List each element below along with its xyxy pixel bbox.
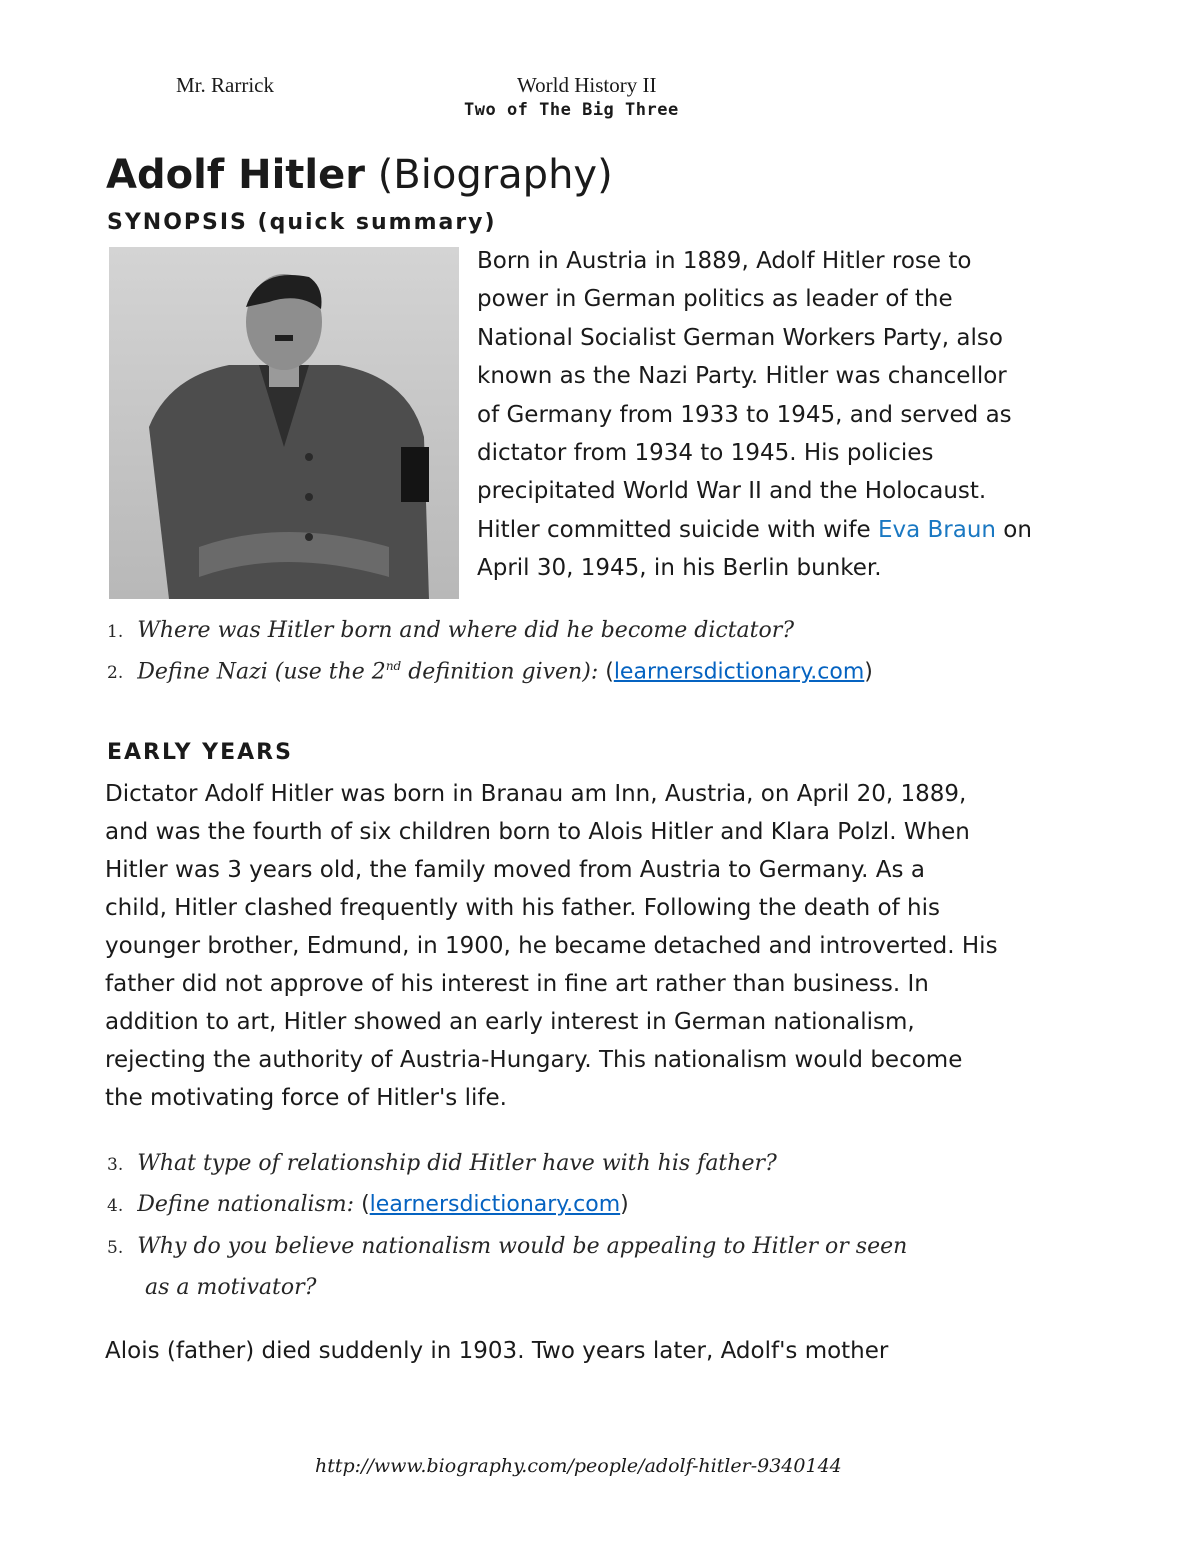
- teacher-name: Mr. Rarrick: [176, 73, 274, 97]
- question-1: 1. Where was Hitler born and where did he become dictator?: [107, 618, 795, 643]
- title-name: Adolf Hitler: [106, 152, 365, 198]
- portrait-photo: [109, 247, 459, 599]
- dictionary-link[interactable]: learnersdictionary.com: [613, 659, 865, 685]
- question-3: 3. What type of relationship did Hitler have with his father?: [107, 1151, 777, 1176]
- title-suffix: (Biography): [377, 152, 613, 198]
- body-line: the motivating force of Hitler's life.: [105, 1085, 507, 1111]
- early-years-heading: EARLY YEARS: [107, 740, 293, 765]
- eva-braun-link[interactable]: Eva Braun: [877, 516, 996, 543]
- source-url[interactable]: http://www.biography.com/people/adolf-hitler-9340144: [315, 1455, 842, 1477]
- body-line: addition to art, Hitler showed an early interest in German nationalism,: [105, 1009, 915, 1035]
- body-line: Dictator Adolf Hitler was born in Branau am Inn, Austria, on April 20, 1889,: [105, 781, 967, 807]
- body-line: rejecting the authority of Austria-Hungary. This nationalism would become: [105, 1047, 963, 1073]
- dictionary-link[interactable]: learnersdictionary.com: [369, 1192, 621, 1217]
- body-line: Hitler was 3 years old, the family moved from Austria to Germany. As a: [105, 857, 925, 883]
- synopsis-line: Born in Austria in 1889, Adolf Hitler rose to: [477, 248, 972, 274]
- synopsis-line: dictator from 1934 to 1945. His policies: [477, 440, 934, 467]
- body-line: and was the fourth of six children born to Alois Hitler and Klara Polzl. When: [105, 819, 970, 845]
- page-title: [106, 152, 613, 198]
- body-line: younger brother, Edmund, in 1900, he became detached and introverted. His: [105, 933, 998, 959]
- unit-subtitle: Two of The Big Three: [464, 100, 679, 120]
- synopsis-line: precipitated World War II and the Holocaust.: [477, 478, 987, 505]
- synopsis-line: Hitler committed suicide with wife Eva Braun on: [477, 516, 1032, 543]
- synopsis-text: [477, 242, 1117, 588]
- continuation-line: Alois (father) died suddenly in 1903. Two years later, Adolf's mother: [105, 1338, 889, 1364]
- question-4: 4. Define nationalism: (learnersdictionary.com): [107, 1192, 629, 1217]
- question-5-continued: as a motivator?: [145, 1275, 317, 1300]
- body-line: child, Hitler clashed frequently with his father. Following the death of his: [105, 895, 940, 921]
- question-5: 5. Why do you believe nationalism would be appealing to Hitler or seen: [107, 1234, 908, 1259]
- synopsis-line: known as the Nazi Party. Hitler was chancellor: [477, 363, 1007, 390]
- synopsis-line: National Socialist German Workers Party, also: [477, 324, 1003, 351]
- early-years-text: [105, 775, 1105, 1117]
- synopsis-heading: SYNOPSIS (quick summary): [107, 210, 497, 235]
- synopsis-line: April 30, 1945, in his Berlin bunker.: [477, 555, 882, 582]
- course-name: World History II: [517, 73, 657, 97]
- synopsis-line: power in German politics as leader of the: [477, 286, 953, 313]
- body-line: father did not approve of his interest in fine art rather than business. In: [105, 971, 929, 997]
- question-2: 2. Define Nazi (use the 2nd definition given): (learnersdictionary.com): [107, 659, 873, 685]
- synopsis-line: of Germany from 1933 to 1945, and served as: [477, 401, 1012, 428]
